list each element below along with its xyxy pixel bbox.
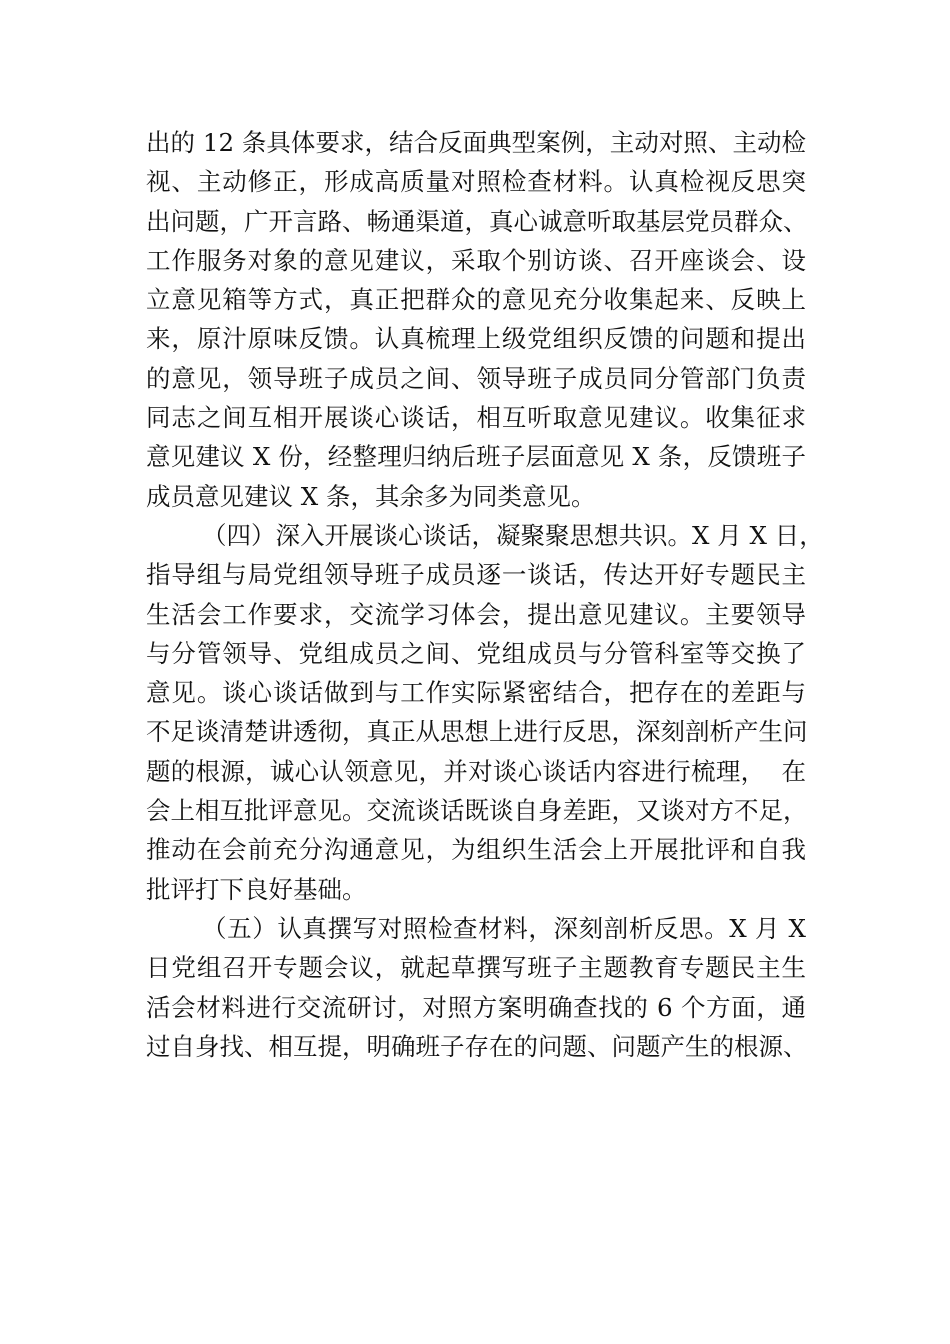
paragraph-3	[146, 909, 806, 1066]
text-line: 来，原汁原味反馈。认真梳理上级党组织反馈的问题和提出	[146, 324, 806, 354]
text-line: 题的根源，诚心认领意见，并对谈心谈话内容进行梳理， 在	[146, 756, 806, 786]
text-line: 工作服务对象的意见建议，采取个别访谈、召开座谈会、设	[146, 245, 806, 275]
text-line: 意见。谈心谈话做到与工作实际紧密结合，把存在的差距与	[146, 678, 806, 708]
text-line: 活会材料进行交流研讨，对照方案明确查找的 6 个方面，通	[146, 992, 806, 1022]
text-line: 成员意见建议 X 条，其余多为同类意见。	[146, 481, 596, 511]
paragraph-1	[146, 123, 806, 516]
text-line: 过自身找、相互提，明确班子存在的问题、问题产生的根源、	[146, 1031, 808, 1061]
text-line: 推动在会前充分沟通意见，为组织生活会上开展批评和自我	[146, 835, 806, 865]
text-line: 日党组召开专题会议，就起草撰写班子主题教育专题民主生	[146, 953, 806, 983]
text-line: 指导组与局党组领导班子成员逐一谈话，传达开好专题民主	[146, 560, 806, 590]
text-line: 出问题，广开言路、畅通渠道，真心诚意听取基层党员群众、	[146, 206, 808, 236]
text-line: 生活会工作要求，交流学习体会，提出意见建议。主要领导	[146, 599, 806, 629]
text-line: 会上相互批评意见。交流谈话既谈自身差距，又谈对方不足，	[146, 796, 808, 826]
text-line: 视、主动修正，形成高质量对照检查材料。认真检视反思突	[146, 167, 806, 197]
document-body	[146, 123, 824, 1066]
text-line: 立意见箱等方式，真正把群众的意见充分收集起来、反映上	[146, 285, 806, 315]
text-line: 不足谈清楚讲透彻，真正从思想上进行反思，深刻剖析产生问	[146, 717, 808, 747]
text-line: 批评打下良好基础。	[146, 874, 367, 904]
text-line: 同志之间互相开展谈心谈话，相互听取意见建议。收集征求	[146, 403, 806, 433]
text-line: （五）认真撰写对照检查材料，深刻剖析反思。X 月 X	[202, 913, 806, 943]
paragraph-2	[146, 516, 824, 909]
text-line: 与分管领导、党组成员之间、党组成员与分管科室等交换了	[146, 638, 806, 668]
text-line: （四）深入开展谈心谈话，凝聚聚思想共识。X 月 X 日，	[202, 520, 824, 550]
text-line: 出的 12 条具体要求，结合反面典型案例，主动对照、主动检	[146, 128, 806, 157]
text-line: 意见建议 X 份，经整理归纳后班子层面意见 X 条，反馈班子	[146, 442, 806, 472]
text-line: 的意见，领导班子成员之间、领导班子成员同分管部门负责	[146, 363, 806, 393]
